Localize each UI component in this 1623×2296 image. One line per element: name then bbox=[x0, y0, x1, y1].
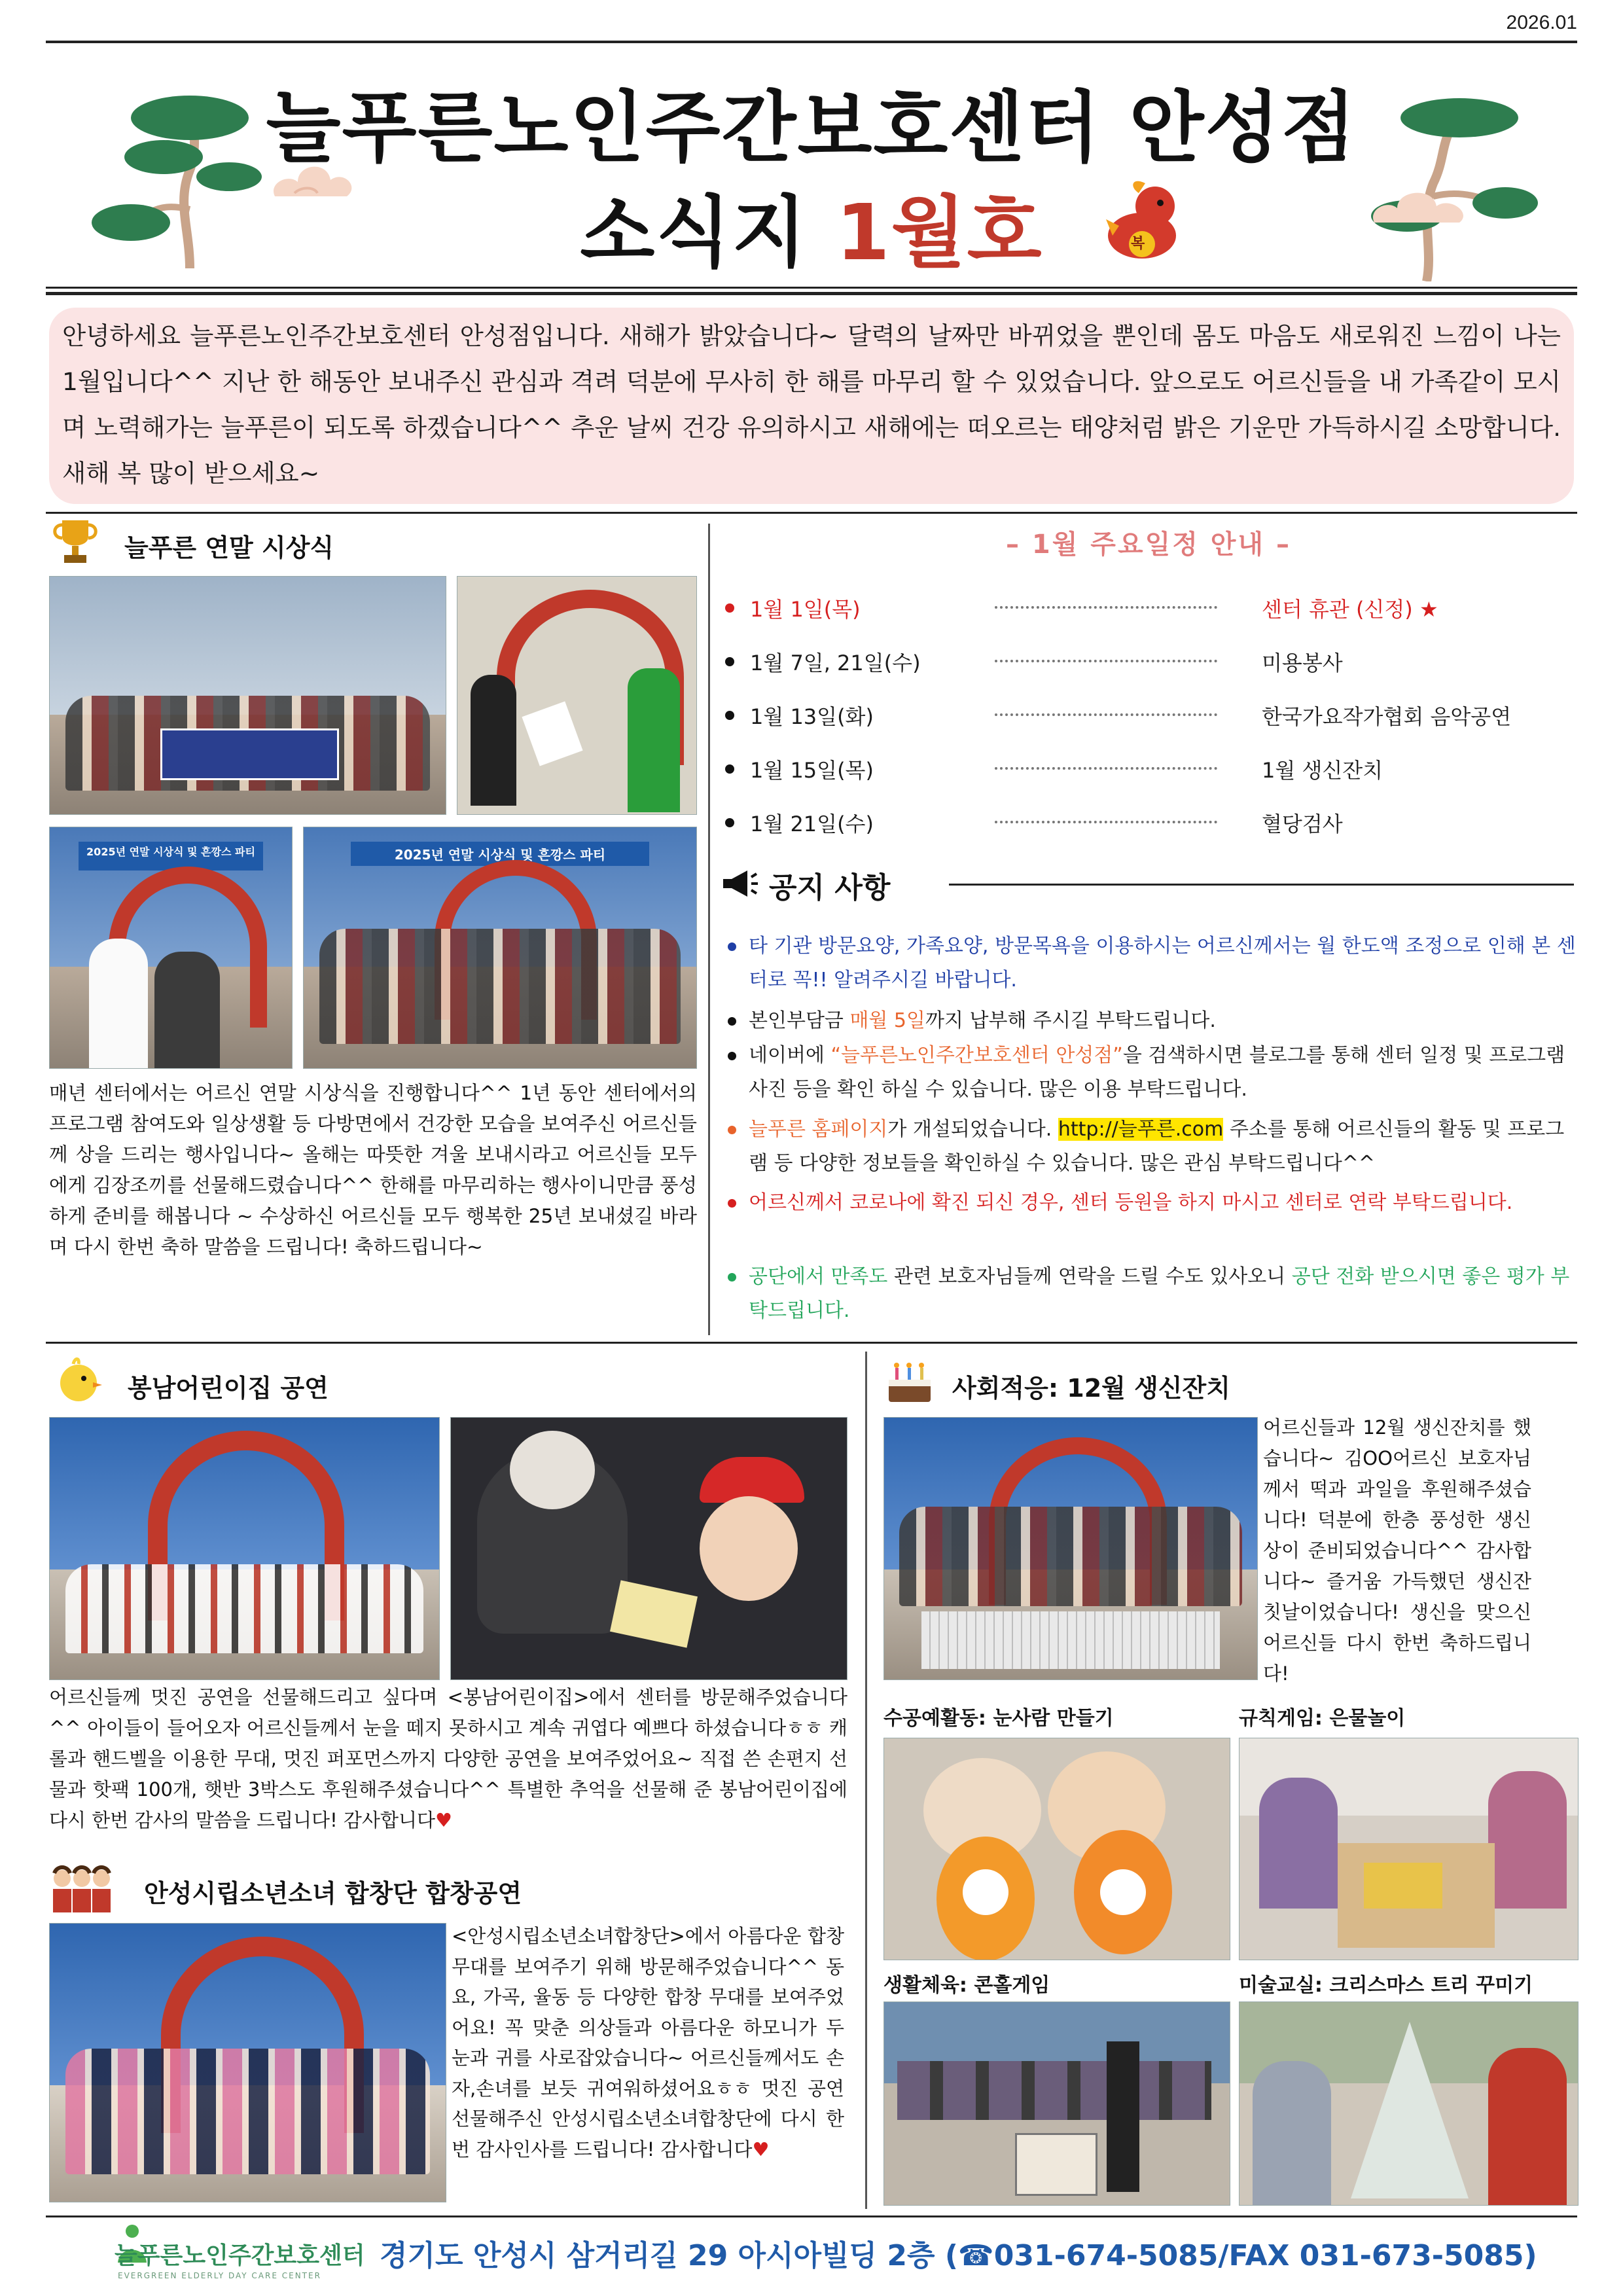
bullet-icon bbox=[728, 1017, 736, 1026]
footer-logo-text: 늘푸른노인주간보호센터 bbox=[115, 2242, 365, 2269]
dotted-leader bbox=[995, 696, 1217, 716]
column-divider bbox=[708, 524, 710, 1335]
schedule-date: 1월 13일(화) bbox=[750, 704, 874, 729]
header-rule-thin bbox=[46, 287, 1577, 289]
awards-title: 늘푸른 연말 시상식 bbox=[124, 533, 334, 562]
notice-title-rule bbox=[949, 884, 1574, 886]
notice-item-blog: 네이버에 “늘푸른노인주간보호센터 안성점”을 검색하시면 블로그를 통해 센터 일정 및 프로그램 사진 등을 확인 하실 수 있습니다. 많은 이용 부탁드립니다. bbox=[728, 1039, 1578, 1107]
title-month-word: 1월호 bbox=[836, 187, 1043, 278]
horse-badge-text: 복 bbox=[1131, 236, 1145, 252]
schedule-date: 1월 1일(목) bbox=[750, 597, 861, 622]
notice-item-fee-adjust: 타 기관 방문요양, 가족요양, 방문목욕을 이용하시는 어르신께서는 월 한도액 조정으로 인해 본 센터로 꼭!! 알려주시길 바랍니다. bbox=[728, 929, 1578, 997]
footer-rule bbox=[46, 2215, 1577, 2217]
red-horse-icon bbox=[1093, 173, 1191, 272]
kinder-photo-letter bbox=[450, 1417, 847, 1680]
awards-photo-group bbox=[49, 576, 446, 815]
schedule-title: – 1월 주요일정 안내 – bbox=[1005, 529, 1291, 560]
game-caption: 규칙게임: 은물놀이 bbox=[1239, 1707, 1406, 1730]
bullet-icon bbox=[725, 764, 734, 774]
choir-body: <안성시립소년소녀합창단>에서 아름다운 합창 무대를 보여주기 위해 방문해주었습니다^^ 동요, 가곡, 율동 등 다양한 합창 무대를 보여주었어요! 꼭 맞춘 의상들과 아름다운 하모니가 두 눈과 귀를 사로잡았습니다~ 어르신들께서도 손자,손녀를 보듯 귀여워하셨어요ㅎㅎ 멋진 공연 선물해주신 안성시립소년소녀합창단에 다시 한번 감사인사를 드립니다! 감사합니다♥ bbox=[452, 1925, 844, 2161]
awards-photo-banner: 2025년 연말 시상식 및 흔깡스 파티 bbox=[79, 842, 262, 870]
game-photo bbox=[1239, 1738, 1578, 1960]
footer-logo-subtext: EVERGREEN ELDERLY DAY CARE CENTER bbox=[118, 2271, 321, 2280]
heart-icon: ♥ bbox=[435, 1809, 452, 1831]
column-divider-lower bbox=[865, 1352, 867, 2209]
page-title-line1: 늘푸른노인주간보호센터 안성점 bbox=[266, 82, 1357, 173]
notice-item-payment: 본인부담금 매월 5일까지 납부해 주시길 부탁드립니다. bbox=[728, 1004, 1578, 1038]
awards-photo-wide: 2025년 연말 시상식 및 흔깡스 파티 bbox=[303, 827, 697, 1069]
awards-photo-individual bbox=[49, 827, 293, 1069]
sport-photo bbox=[883, 2001, 1230, 2206]
notice-item-covid: 어르신께서 코로나에 확진 되신 경우, 센터 등원을 하지 마시고 센터로 연락 부탁드립니다. bbox=[728, 1186, 1578, 1220]
kinder-body: 어르신들께 멋진 공연을 선물해드리고 싶다며 <봉남어린이집>에서 센터를 방문해주었습니다^^ 아이들이 들어오자 어르신들께서 눈을 떼지 못하시고 계속 귀엽다 예쁘다 하셨습니다ㅎㅎ 캐롤과 핸드벨을 이용한 무대, 멋진 퍼포먼스까지 다양한 공연을 보여주었어요~ 직접 쓴 손편지 선물과 핫팩 100개, 햇반 3박스도 후원해주셨습니다^^ 특별한 추억을 선물해 준 봉남어린이집에 다시 한번 감사의 말씀을 드립니다! 감사합니다♥ bbox=[49, 1686, 847, 1831]
schedule-row bbox=[725, 750, 1576, 789]
schedule-date: 1월 15일(목) bbox=[750, 758, 874, 783]
homepage-link[interactable]: http://늘푸른.com bbox=[1058, 1118, 1224, 1141]
bullet-icon bbox=[728, 1052, 736, 1060]
birthday-body: 어르신들과 12월 생신잔치를 했습니다~ 김OO어르신 보호자님께서 떡과 과일을 후원해주셨습니다! 덕분에 한층 풍성한 생신상이 준비되었습니다^^ 감사합니다~ 즐거움 가득했던 생신잔칫날이었습니다! 생신을 맞으신 어르신들 다시 한번 축하드립니다! bbox=[1263, 1416, 1531, 1685]
bullet-icon bbox=[725, 711, 734, 720]
sport-caption: 생활체육: 콘홀게임 bbox=[883, 1974, 1050, 1997]
kinder-title: 봉남어린이집 공연 bbox=[128, 1374, 329, 1403]
kinder-photo-stage bbox=[49, 1417, 440, 1680]
schedule-event: 혈당검사 bbox=[1262, 812, 1343, 836]
bullet-icon bbox=[725, 657, 734, 666]
header-top-rule bbox=[46, 41, 1577, 43]
schedule-row bbox=[725, 643, 1576, 682]
art-caption: 미술교실: 크리스마스 트리 꾸미기 bbox=[1239, 1974, 1533, 1997]
issue-date: 2026.01 bbox=[1506, 12, 1577, 33]
header-rule-thick bbox=[46, 292, 1577, 295]
bullet-icon bbox=[725, 818, 734, 827]
footer-address: 경기도 안성시 삼거리길 29 아시아빌딩 2층 (☎031-674-5085/FAX 031-673-5085) bbox=[380, 2239, 1537, 2272]
mid-rule bbox=[46, 1342, 1577, 1344]
greeting-text: 안녕하세요 늘푸른노인주간보호센터 안성점입니다. 새해가 밝았습니다~ 달력의 날짜만 바뀌었을 뿐인데 몸도 마음도 새로워진 느낌이 나는 1월입니다^^ 지난 한 해동안 보내주신 관심과 격려 덕분에 무사히 한 해를 마무리 할 수 있었습니다. 앞으로도 어르신들을 내 가족같이 모시며 노력해가는 늘푸른이 되도록 하겠습니다^^ 추운 날씨 건강 유의하시고 새해에는 떠오르는 태양처럼 밝은 기운만 가득하시길 소망합니다. 새해 복 많이 받으세요~ bbox=[62, 321, 1561, 488]
bullet-icon bbox=[728, 1199, 736, 1208]
megaphone-icon bbox=[720, 867, 759, 900]
bullet-icon bbox=[728, 1273, 736, 1282]
bullet-icon bbox=[725, 603, 734, 613]
dotted-leader bbox=[995, 643, 1217, 662]
schedule-event: 1월 생신잔치 bbox=[1262, 758, 1383, 783]
schedule-event: 센터 휴관 (신정) ★ bbox=[1262, 597, 1438, 622]
schedule-event: 미용봉사 bbox=[1262, 651, 1343, 675]
title-newsletter-word: 소식지 bbox=[580, 187, 808, 278]
awards-photo-certificate bbox=[457, 576, 697, 815]
birthday-photo bbox=[883, 1417, 1258, 1680]
bullet-icon bbox=[728, 1126, 736, 1134]
choir-photo bbox=[49, 1923, 446, 2202]
chick-icon bbox=[52, 1354, 105, 1406]
choir-title: 안성시립소년소녀 합창단 합창공연 bbox=[144, 1879, 522, 1908]
schedule-row bbox=[725, 589, 1576, 628]
notice-item-homepage: 늘푸른 홈페이지가 개설되었습니다. http://늘푸른.com 주소를 통해 어르신들의 활동 및 프로그램 등 다양한 정보들을 확인하실 수 있습니다. 많은 관심 부탁드립니다^^ bbox=[728, 1113, 1578, 1181]
cake-icon bbox=[883, 1355, 936, 1407]
schedule-date: 1월 21일(수) bbox=[750, 812, 874, 836]
craft-caption: 수공예활동: 눈사람 만들기 bbox=[883, 1707, 1114, 1730]
birthday-title: 사회적응: 12월 생신잔치 bbox=[952, 1374, 1230, 1403]
choir-kids-icon bbox=[49, 1864, 115, 1916]
awards-body: 매년 센터에서는 어르신 연말 시상식을 진행합니다^^ 1년 동안 센터에서의 프로그램 참여도와 일상생활 등 다방면에서 건강한 모습을 보여주신 어르신들께 상을 드리는 행사입니다~ 올해는 따뜻한 겨울 보내시라고 어르신들 모두에게 김장조끼를 선물해드렸습니다^^ 한해를 마무리하는 행사이니만큼 풍성하게 준비를 해봅니다 ~ 수상하신 어르신들 모두 행복한 25년 보내셨길 바라며 다시 한번 축하 말씀을 드립니다! 축하드립니다~ bbox=[49, 1082, 697, 1258]
greeting-bottom-rule bbox=[46, 512, 1577, 514]
page-title-line2 bbox=[0, 170, 1623, 281]
art-photo bbox=[1239, 2001, 1578, 2206]
notice-title: 공지 사항 bbox=[769, 871, 891, 905]
bullet-icon bbox=[728, 942, 736, 951]
schedule-date: 1월 7일, 21일(수) bbox=[750, 651, 921, 675]
dotted-leader bbox=[995, 589, 1217, 609]
dotted-leader bbox=[995, 750, 1217, 770]
heart-icon: ♥ bbox=[752, 2138, 770, 2161]
schedule-event: 한국가요작가협회 음악공연 bbox=[1262, 704, 1512, 729]
notice-item-survey: 공단에서 만족도 관련 보호자님들께 연락을 드릴 수도 있사오니 공단 전화 받으시면 좋은 평가 부탁드립니다. bbox=[728, 1260, 1578, 1328]
schedule-row bbox=[725, 696, 1576, 736]
craft-photo bbox=[883, 1738, 1230, 1960]
trophy-icon bbox=[52, 517, 98, 569]
dotted-leader bbox=[995, 804, 1217, 823]
schedule-row bbox=[725, 804, 1576, 843]
